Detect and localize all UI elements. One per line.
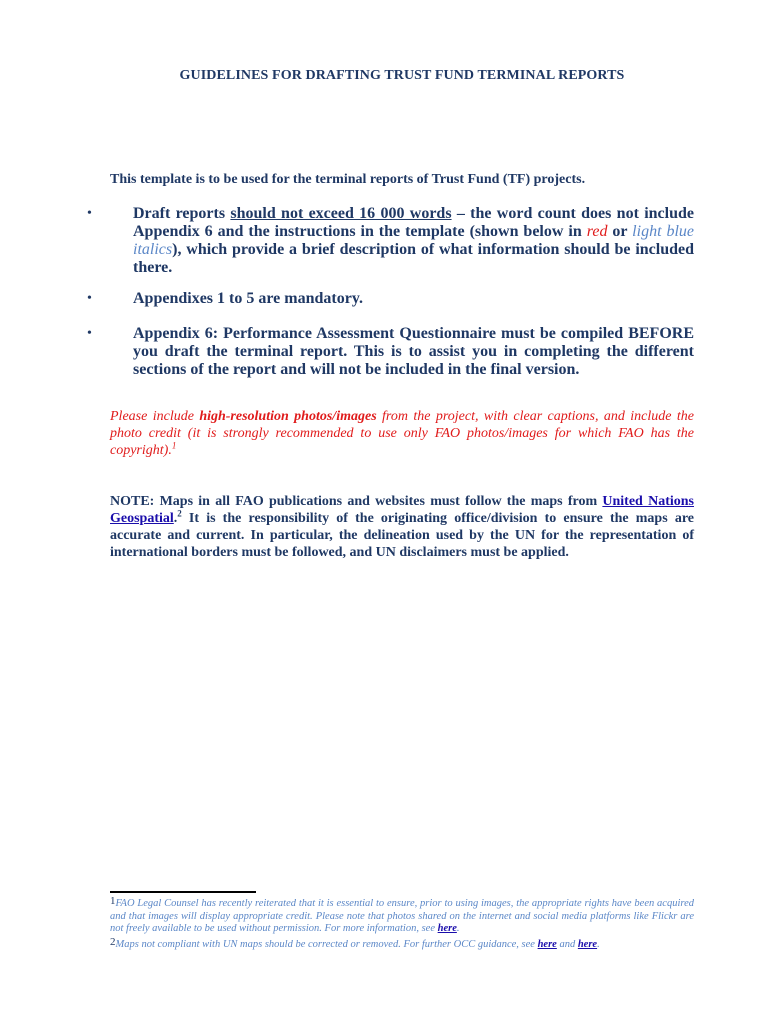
bullet-icon: • — [87, 206, 92, 221]
photo-text-part: from the project, with clear captions, and include the photo credit (it is strongly recommended to use only FAO photos/images for which FAO has the copyright). — [110, 409, 694, 458]
footnote-ref-1[interactable]: 1 — [171, 440, 177, 451]
bullet-icon: • — [87, 291, 92, 306]
bullet-icon: • — [87, 326, 92, 341]
bullet-text: Appendix 6: Performance Assessment Questionnaire must be compiled BEFORE you draft the terminal report. This is to assist you in completing the different sections of the report and will not be included in the final version. — [133, 325, 694, 378]
note-text-part: It is the responsibility of the originating office/division to ensure the maps are accurate and current. In particular, the delineation used by the UN for the representation of international borders must be followed, and UN disclaimers must be applied. — [110, 511, 694, 560]
un-geospatial-link[interactable]: United Nations Geospatial — [110, 494, 694, 526]
note-text-part: NOTE: Maps in all FAO publications and websites must follow the maps from — [110, 494, 603, 509]
footnote-separator — [110, 891, 256, 893]
footnote-text: FAO Legal Counsel has recently reiterated that it is essential to ensure, prior to using images, the appropriate rights have been acquired and that images will display appropriate credit. Please note that photos shared on the internet and social media platforms like Flickr are not freely available to be used without permission. For more information, see — [110, 898, 694, 935]
footnote-1 — [110, 895, 694, 936]
document-title: GUIDELINES FOR DRAFTING TRUST FUND TERMINAL REPORTS — [179, 68, 625, 83]
bullet-text-part: ), which provide a brief description of what information should be included there. — [133, 241, 694, 276]
bullet-text-part: Draft reports — [133, 205, 231, 222]
photo-text-part: Please include — [110, 409, 200, 424]
red-word: red — [586, 223, 608, 240]
footnote-number: 1 — [110, 895, 116, 907]
bullet-text — [133, 205, 694, 277]
bullet-text-part: or — [607, 223, 633, 240]
intro-paragraph: This template is to be used for the terminal reports of Trust Fund (TF) projects. — [110, 172, 586, 187]
light-blue-word: light blue italics — [133, 223, 695, 258]
footnote-text: . — [597, 938, 600, 950]
photo-highlight: high-resolution photos/images — [199, 409, 377, 424]
photo-instruction — [110, 408, 694, 459]
footnote-text: Maps not compliant with UN maps should be corrected or removed. For further OCC guidance, see — [115, 938, 538, 950]
word-limit-underlined: should not exceed 16 000 words — [230, 205, 452, 222]
maps-note — [110, 493, 694, 561]
footnote-2-here-link-2[interactable]: here — [577, 938, 598, 950]
footnote-1-here-link[interactable]: here — [437, 923, 457, 935]
footnotes — [110, 895, 694, 951]
footnote-text: and — [556, 938, 578, 950]
note-text-part: . — [173, 511, 178, 526]
footnote-2 — [110, 936, 694, 952]
footnote-number: 2 — [110, 935, 116, 948]
bullet-text-part: – the word count does not include Appendix 6 and the instructions in the template (shown below in — [133, 205, 695, 240]
bullet-text: Appendixes 1 to 5 are mandatory. — [133, 290, 363, 307]
footnote-ref-2[interactable]: 2 — [177, 508, 182, 519]
footnote-2-here-link-1[interactable]: here — [537, 938, 557, 950]
footnote-text: . — [456, 923, 460, 935]
